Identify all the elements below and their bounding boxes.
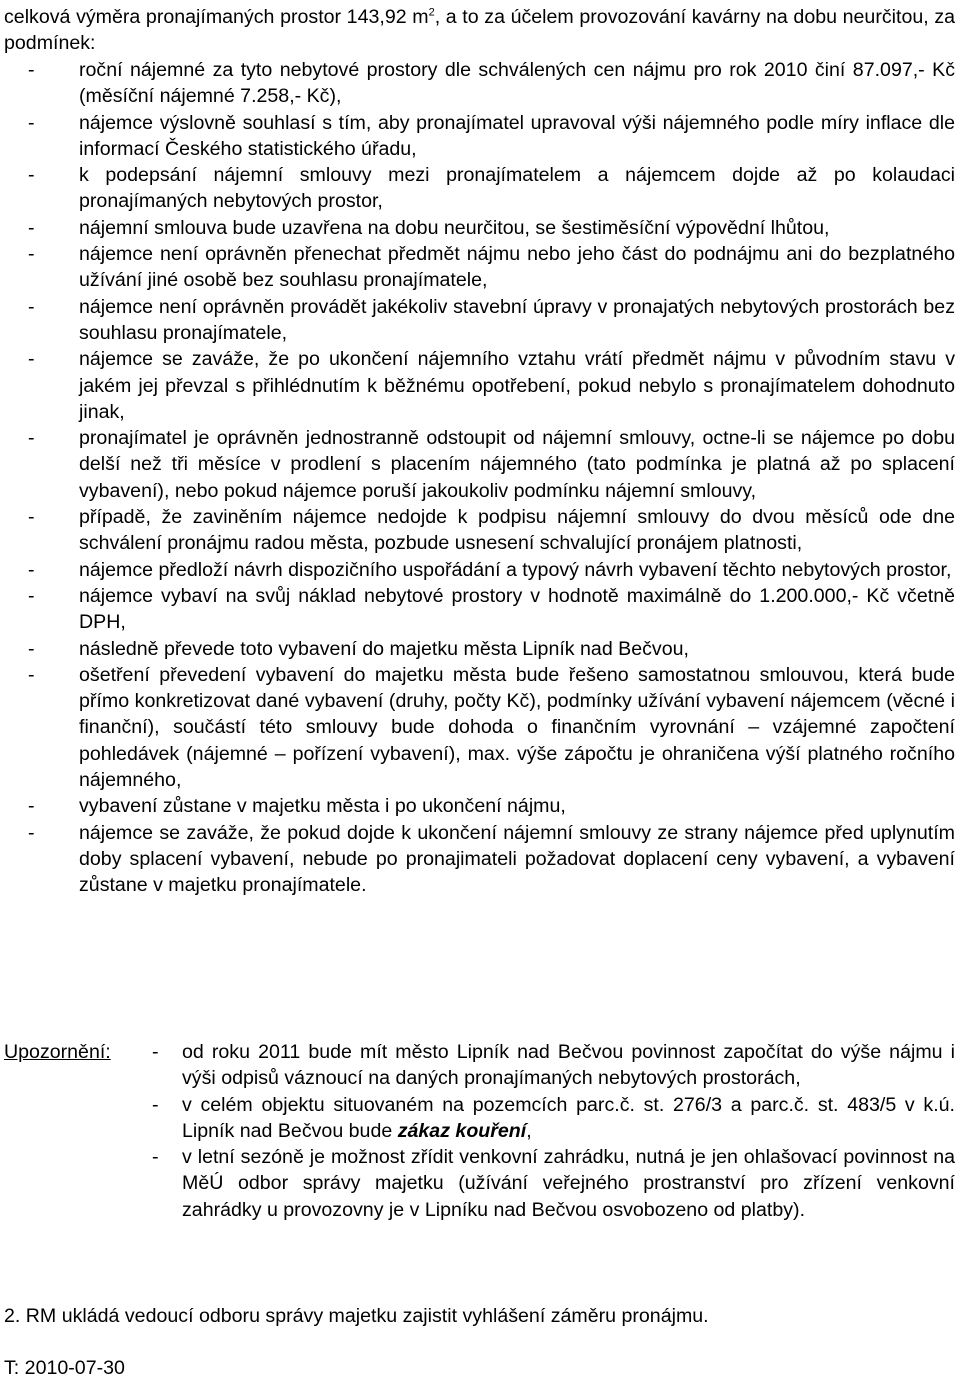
list-item-text: pronajímatel je oprávněn jednostranně odstoupit od nájemní smlouvy, octne-li se nájemce po dobu delší než tři měsíce v prodlení s placením nájemného (tato podmínka je platná až po splacení vybavení), nebo pokud nájemce poruší jakoukoliv podmínku nájemní smlouvy,: [79, 427, 955, 502]
list-dash: -: [152, 1041, 159, 1063]
resolution-line: 2. RM ukládá vedoucí odboru správy majetku zajistit vyhlášení záměru pronájmu.: [4, 1305, 709, 1327]
notice-list: [150, 1039, 955, 1223]
list-dash: -: [152, 1093, 159, 1116]
smoking-ban-emphasis: zákaz kouření: [397, 1119, 527, 1142]
list-dash: -: [28, 348, 35, 371]
list-item: [4, 504, 955, 557]
list-item: [4, 636, 955, 662]
intro-superscript: 2: [428, 6, 435, 19]
list-item: [4, 110, 955, 163]
list-dash: -: [28, 506, 35, 529]
notice-item-text: od roku 2011 bude mít město Lipník nad Bečvou povinnost započítat do výše nájmu i výši odpisů váznoucí na daných pronajímaných nebytových prostorách,: [182, 1041, 955, 1090]
conditions-list: [4, 57, 955, 899]
list-item: [4, 57, 955, 110]
list-item: [4, 241, 955, 294]
list-item-text: nájemce není oprávněn provádět jakékoliv stavební úpravy v pronajatých nebytových prostorách bez souhlasu pronajímatele,: [79, 295, 955, 344]
list-item-text: nájemce není oprávněn přenechat předmět nájmu nebo jeho část do podnájmu ani do bezplatného užívání jiné osobě bez souhlasu pronajímatele,: [79, 243, 955, 292]
list-item-text: nájemce předloží návrh dispozičního uspořádání a typový návrh vybavení těchto nebytových prostor,: [79, 558, 952, 581]
list-item: [4, 557, 955, 583]
notice-item-text: v celém objektu situovaném na pozemcích parc.č. st. 276/3 a parc.č. st. 483/5 v k.ú. Lipník nad Bečvou bude: [182, 1093, 955, 1142]
list-item-text: následně převede toto vybavení do majetku města Lipník nad Bečvou,: [79, 637, 689, 660]
list-item: [4, 793, 955, 819]
list-dash: -: [28, 637, 35, 660]
list-dash: -: [28, 243, 35, 266]
list-dash: -: [28, 216, 35, 239]
list-item: [4, 820, 955, 899]
list-item-text: roční nájemné za tyto nebytové prostory dle schválených cen nájmu pro rok 2010 činí 87.097,- Kč (měsíční nájemné 7.258,- Kč),: [79, 59, 955, 108]
notice-item: [150, 1039, 955, 1092]
list-dash: -: [28, 164, 35, 187]
list-dash: -: [28, 59, 35, 81]
list-dash: -: [28, 295, 35, 318]
intro-text-pre: celková výměra pronajímaných prostor 143,92 m: [4, 6, 429, 28]
notice-item: [150, 1144, 955, 1223]
list-item-text: vybavení zůstane v majetku města i po ukončení nájmu,: [79, 795, 566, 818]
list-item: [4, 662, 955, 793]
list-item-text: k podepsání nájemní smlouvy mezi pronajímatelem a nájemcem dojde až po kolaudaci pronajímaných nebytových prostor,: [79, 164, 955, 213]
list-item: [4, 583, 955, 636]
list-item: [4, 294, 955, 347]
list-item: [4, 162, 955, 215]
list-dash: -: [152, 1146, 159, 1169]
list-dash: -: [28, 111, 35, 134]
list-item-text: případě, že zaviněním nájemce nedojde k podpisu nájemní smlouvy do dvou měsíců ode dne schválení pronájmu radou města, pozbude usnesení schvalující pronájem platnosti,: [79, 506, 955, 555]
intro-text-post: , a to za účelem provozování kavárny na dobu neurčitou, za podmínek:: [4, 6, 956, 55]
list-item-text: nájemce vybaví na svůj náklad nebytové prostory v hodnotě maximálně do 1.200.000,- Kč včetně DPH,: [79, 584, 955, 634]
notice-item: [150, 1092, 955, 1145]
list-dash: -: [28, 795, 35, 818]
list-item-text: nájemce výslovně souhlasí s tím, aby pronajímatel upravoval výši nájemného podle míry inflace dle informací Českého statistického úřadu,: [79, 111, 955, 160]
list-dash: -: [28, 427, 35, 450]
list-dash: -: [28, 663, 35, 686]
deadline-line: T: 2010-07-30: [4, 1357, 125, 1379]
list-item-text: ošetření převedení vybavení do majetku města bude řešeno samostatnou smlouvou, která bude přímo konkretizovat dané vybavení (druhy, počty Kč), podmínky užívání vybavení nájemcem (věcné i finanční), součástí této smlouvy bude dohoda o finančním vyrovnání – vzájemné započtení pohledávek (nájemné – pořízení vybavení), max. výše zápočtu je ohraničena výší platného ročního nájemného,: [79, 663, 955, 792]
intro-paragraph: [4, 4, 955, 57]
list-item-text: nájemce se zaváže, že pokud dojde k ukončení nájemní smlouvy ze strany nájemce před uplynutím doby splacení vybavení, nebude po pronajimateli požadovat doplacení ceny vybavení, a vybavení zůstane v majetku pronajímatele.: [79, 821, 955, 897]
list-dash: -: [28, 821, 35, 844]
list-item-text: nájemní smlouva bude uzavřena na dobu neurčitou, se šestiměsíční výpovědní lhůtou,: [79, 216, 830, 239]
list-item: [4, 346, 955, 425]
notice-label: Upozornění:: [4, 1041, 111, 1063]
list-item-text: nájemce se zaváže, že po ukončení nájemního vztahu vrátí předmět nájmu v původním stavu v jakém jej převzal s přihlédnutím k běžnému opotřebení, pokud nebylo s pronajímatelem dohodnuto jinak,: [79, 348, 955, 423]
list-item: [4, 425, 955, 504]
notice-item-text-end: ,: [526, 1119, 532, 1142]
list-dash: -: [28, 584, 35, 607]
list-dash: -: [28, 558, 35, 581]
notice-item-text: v letní sezóně je možnost zřídit venkovní zahrádku, nutná je jen ohlašovací povinnost na MěÚ odbor správy majetku (užívání veřejného prostranství pro zřízení venkovní zahrádky u provozovny je v Lipníku nad Bečvou osvobozeno od platby).: [182, 1146, 955, 1221]
list-item: [4, 215, 955, 241]
